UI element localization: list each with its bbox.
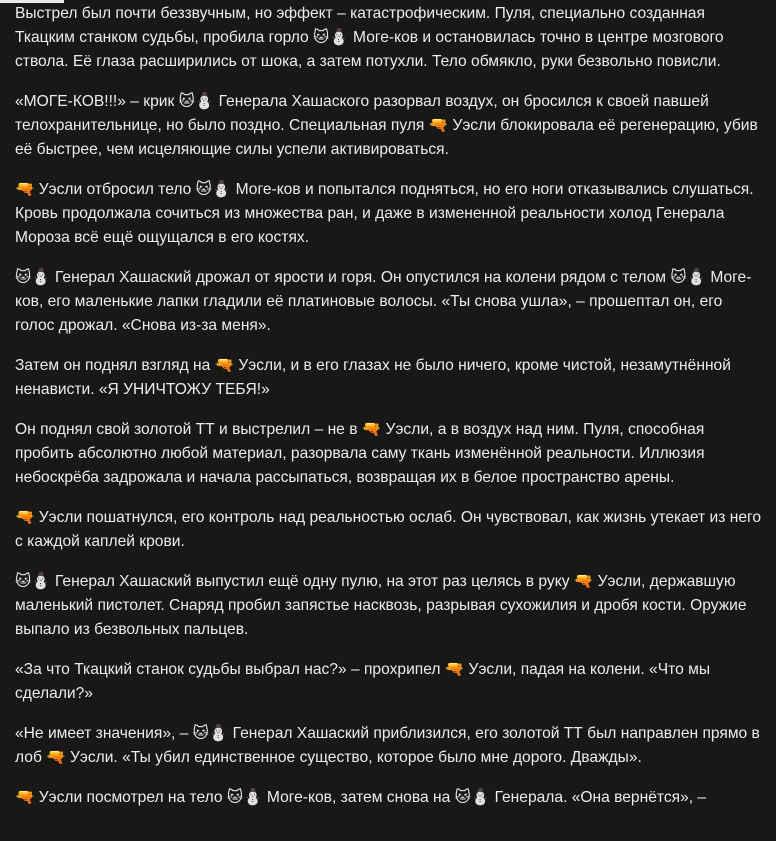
paragraph-5: Затем он поднял взгляд на 🔫 Уэсли, и в его глазах не было ничего, кроме чистой, незамутнённой ненависти. «Я УНИЧТОЖУ ТЕБЯ!» (15, 357, 731, 398)
paragraph-3: 🔫 Уэсли отбросил тело 🐱⛄ Моге-ков и попытался подняться, но его ноги отказывались слушаться. Кровь продолжала сочиться из множества ран, и даже в измененной реальности холод Генерала Мороза всё ещё ощущался в его костях. (15, 181, 754, 246)
paragraph-8: 🐱⛄ Генерал Хашаский выпустил ещё одну пулю, на этот раз целясь в руку 🔫 Уэсли, державшую маленький пистолет. Снаряд пробил запястье насквозь, разрывая сухожилия и дробя кости. Оружие выпало из безвольных пальцев. (15, 573, 747, 638)
paragraph-7: 🔫 Уэсли пошатнулся, его контроль над реальностью ослаб. Он чувствовал, как жизнь утекает из него с каждой каплей крови. (15, 509, 762, 550)
paragraph-4: 🐱⛄ Генерал Хашаский дрожал от ярости и горя. Он опустился на колени рядом с телом 🐱⛄ Моге-ков, его маленькие лапки гладили её платиновые волосы. «Ты снова ушла», – прошептал он, его голос дрожал. «Снова из-за меня». (15, 269, 752, 334)
story-text (15, 2, 763, 826)
paragraph-6: Он поднял свой золотой ТТ и выстрелил – не в 🔫 Уэсли, а в воздух над ним. Пуля, способная пробить абсолютно любой материал, разорвала саму ткань изменённой реальности. Иллюзия небоскрёба задрожала и начала рассыпаться, возвращая их в белое пространство арены. (15, 421, 705, 486)
paragraph-1: Выстрел был почти беззвучным, но эффект – катастрофическим. Пуля, специально созданная Ткацким станком судьбы, пробила горло 🐱⛄ Моге-ков и остановилась точно в центре мозгового ствола. Её глаза расширились от шока, а затем потухли. Тело обмякло, руки безвольно повисли. (15, 5, 724, 70)
paragraph-9: «За что Ткацкий станок судьбы выбрал нас?» – прохрипел 🔫 Уэсли, падая на колени. «Что мы сделали?» (15, 661, 711, 702)
paragraph-2: «МОГЕ-КОВ!!!» – крик 🐱⛄ Генерала Хашаского разорвал воздух, он бросился к своей павшей телохранительнице, но было поздно. Специальная пуля 🔫 Уэсли блокировала её регенерацию, убив её быстрее, чем исцеляющие силы успели активироваться. (15, 93, 758, 158)
paragraph-10: «Не имеет значения», – 🐱⛄ Генерал Хашаский приблизился, его золотой ТТ был направлен прямо в лоб 🔫 Уэсли. «Ты убил единственное существо, которое было мне дорого. Дважды». (15, 725, 760, 766)
paragraph-11: 🔫 Уэсли посмотрел на тело 🐱⛄ Моге-ков, затем снова на 🐱⛄ Генерала. «Она вернётся», – (15, 789, 707, 806)
